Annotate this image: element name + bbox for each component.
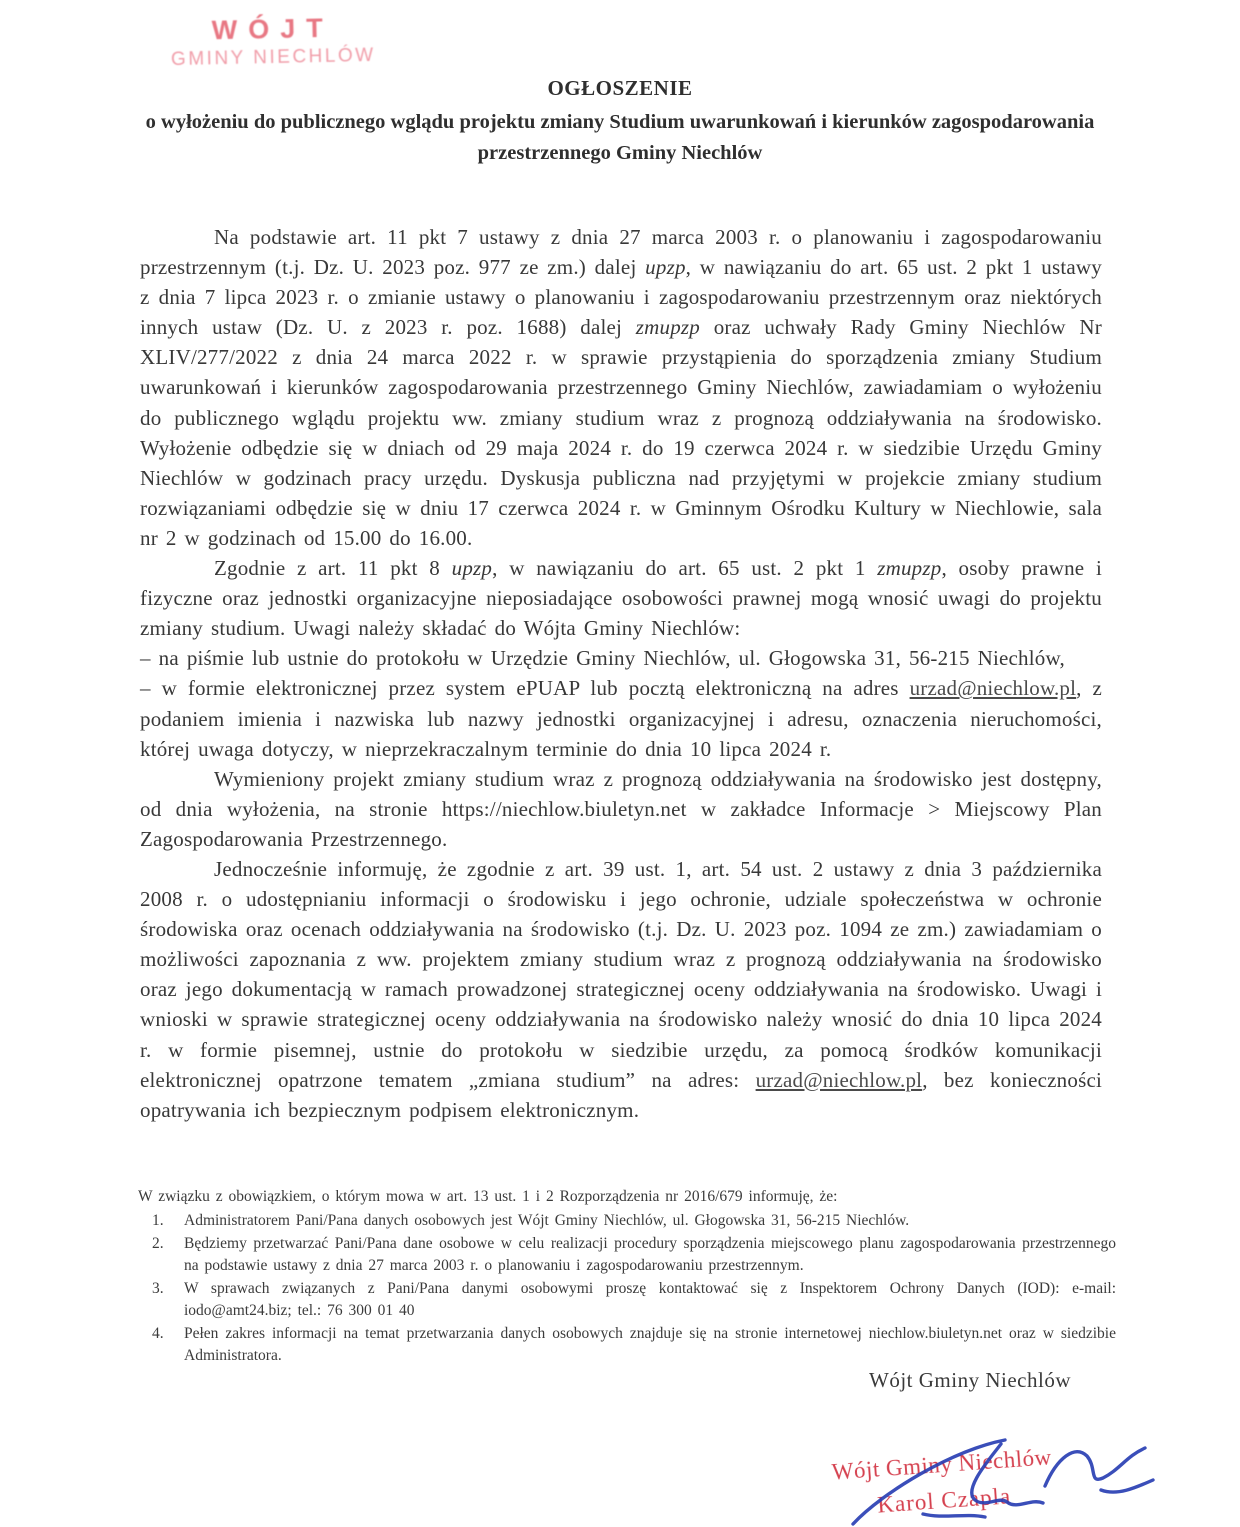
rodo-item-1 (138, 1210, 1116, 1232)
body-paragraph-remarks: Zgodnie z art. 11 pkt 8 upzp, w nawiązaniu do art. 65 ust. 2 pkt 1 zmupzp, osoby prawne i fizyczne oraz jednostki organizacyjne nieposiadające osobowości prawnej mogą wnosić uwagi do projektu zmiany studium. Uwagi należy składać do Wójta Gminy Niechlów: (140, 556, 1102, 641)
rodo-item-text: Pełen zakres informacji na temat przetwarzania danych osobowych znajduje się na stronie internetowej niechlow.biuletyn.net oraz w siedzibie Administratora. (184, 1325, 1116, 1364)
body-paragraph-environment: Jednocześnie informuję, że zgodnie z art. 39 ust. 1, art. 54 ust. 2 ustawy z dnia 3 października 2008 r. o udostępnianiu informacji o środowisku i jego ochronie, udziale społeczeństwa w ochronie środowiska oraz ocenach oddziaływania na środowisko (t.j. Dz. U. 2023 poz. 1094 ze zm.) zawiadamiam o możliwości zapoznania z ww. projektem zmiany studium wraz z prognozą oddziaływania na środowisko oraz jego dokumentacją w ramach prowadzonej strategicznej oceny oddziaływania na środowisko. Uwagi i wnioski w sprawie strategicznej oceny oddziaływania na środowisko należy wnosić do dnia 10 lipca 2024 r. w formie pisemnej, ustnie do protokołu w siedzibie urzędu, za pomocą środków komunikacji elektronicznej opatrzone tematem „zmiana studium” na adres: urzad@niechlow.pl, bez konieczności opatrywania ich bezpiecznym podpisem elektronicznym. (140, 856, 1102, 1122)
stamp-line-wojt: WÓJT (211, 12, 335, 46)
stamp-title-line: Wójt Gminy Niechlów (830, 1444, 1053, 1485)
rodo-item-text: W sprawach związanych z Pani/Pana danymi osobowymi proszę kontaktować się z Inspektorem Ochrony Danych (IOD): e-mail: iodo@amt24.biz; tel.: 76 300 01 40 (184, 1280, 1116, 1319)
rodo-notice (138, 1186, 1116, 1368)
rodo-item-text: Administratorem Pani/Pana danych osobowych jest Wójt Gminy Niechlów, ul. Głogowska 31, 56-215 Niechlów. (184, 1211, 910, 1229)
title-block (140, 76, 1100, 169)
document-subtitle: o wyłożeniu do publicznego wglądu projektu zmiany Studium uwarunkowań i kierunków zagospodarowania przestrzennego Gminy Niechlów (145, 111, 1095, 164)
document-title: OGŁOSZENIE (547, 76, 693, 100)
signature-name-stamp (806, 1443, 1080, 1524)
body-bullet-electronic: – w formie elektronicznej przez system ePUAP lub pocztą elektroniczną na adres urzad@niechlow.pl, z podaniem imienia i nazwiska lub nazwy jednostki organizacyjnej i adresu, oznaczenia nieruchomości, której uwaga dotyczy, w nieprzekraczalnym terminie do dnia 10 lipca 2024 r. (140, 676, 1103, 761)
rodo-item-2 (138, 1233, 1116, 1276)
body-paragraph-availability: Wymieniony projekt zmiany studium wraz z prognozą oddziaływania na środowisko jest dostępny, od dnia wyłożenia, na stronie https://niechlow.biuletyn.net w zakładce Informacje > Miejscowy Plan Zagospodarowania Przestrzennego. (140, 766, 1102, 851)
rodo-item-3 (138, 1278, 1116, 1321)
body-paragraph-legal-basis: Na podstawie art. 11 pkt 7 ustawy z dnia 27 marca 2003 r. o planowaniu i zagospodarowaniu przestrzennym (t.j. Dz. U. 2023 poz. 977 ze zm.) dalej upzp, w nawiązaniu do art. 65 ust. 2 pkt 1 ustawy z dnia 7 lipca 2023 r. o zmianie ustawy o planowaniu i zagospodarowaniu przestrzennym oraz niektórych innych ustaw (Dz. U. z 2023 r. poz. 1688) dalej zmupzp oraz uchwały Rady Gminy Niechlów Nr XLIV/277/2022 z dnia 24 marca 2022 r. w sprawie przystąpienia do sporządzenia zmiany Studium uwarunkowań i kierunków zagospodarowania przestrzennego Gminy Niechlów, zawiadamiam o wyłożeniu do publicznego wglądu projektu ww. zmiany studium wraz z prognozą oddziaływania na środowisko. Wyłożenie odbędzie się w dniach od 29 maja 2024 r. do 19 czerwca 2024 r. w siedzibie Urzędu Gminy Niechlów w godzinach pracy urzędu. Dyskusja publiczna nad przyjętymi w projekcie zmiany studium rozwiązaniami odbędzie się w dniu 17 czerwca 2024 r. w Gminnym Ośrodku Kultury w Niechlowie, sala nr 2 w godzinach od 15.00 do 16.00. (140, 225, 1102, 550)
stamp-name-line: Karol Czapla (876, 1483, 1012, 1518)
office-header-stamp (147, 11, 398, 71)
rodo-item-number: 2. (152, 1235, 164, 1252)
rodo-intro: W związku z obowiązkiem, o którym mowa w art. 13 ust. 1 i 2 Rozporządzenia nr 2016/679 informuję, że: (138, 1188, 838, 1205)
rodo-item-4 (138, 1323, 1116, 1366)
rodo-item-number: 1. (152, 1211, 164, 1229)
body-bullet-written: – na piśmie lub ustnie do protokołu w Urzędzie Gminy Niechlów, ul. Głogowska 31, 56-215 Niechlów, (140, 646, 1065, 671)
stamp-line-gmina: GMINY NIECHLÓW (170, 44, 376, 71)
document-body (140, 222, 1102, 1125)
rodo-item-text: Będziemy przetwarzać Pani/Pana dane osobowe w celu realizacji procedury sporządzenia miejscowego planu zagospodarowania przestrzennego na podstawie ustawy z dnia 27 marca 2003 r. o planowaniu i zagospodarowaniu przestrzennym. (184, 1235, 1116, 1274)
rodo-item-number: 4. (152, 1325, 164, 1342)
signature-typed-title: Wójt Gminy Niechlów (869, 1368, 1071, 1392)
rodo-item-number: 3. (152, 1280, 164, 1297)
